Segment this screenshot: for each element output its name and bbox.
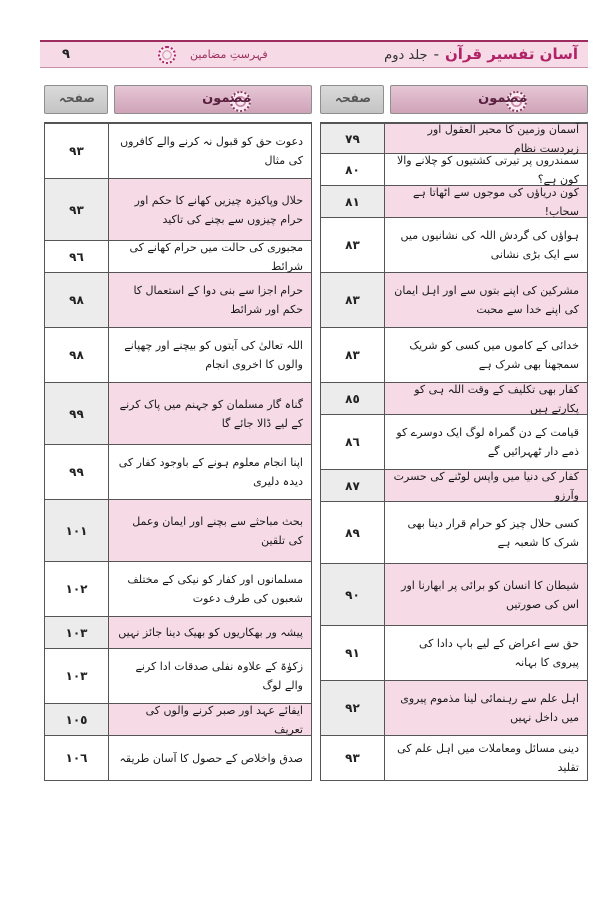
toc-entry — [320, 218, 588, 273]
entry-title: سمندروں پر تیرتی کشتیوں کو چلانے والا کون ہے؟ — [396, 153, 579, 186]
entry-page-number: ١٠٣ — [45, 649, 109, 703]
toc-entry — [44, 383, 312, 445]
entry-page-number: ١٠٦ — [45, 736, 109, 780]
entry-title: خدائی کے کاموں میں کسی کو شریک سمجھنا بھی شرک ہے — [409, 339, 579, 371]
entry-title: آسمان وزمین کا محیر العقول اور زبردست نظام — [385, 124, 587, 153]
toc-entry — [320, 383, 588, 415]
toc-entry — [320, 186, 588, 218]
entry-page-number: ٩٣ — [45, 179, 109, 240]
toc-entry — [320, 626, 588, 681]
entry-title: اہل علم سے رہنمائی لینا مذموم پیروی میں داخل نہیں — [385, 681, 587, 735]
toc-column-right — [320, 85, 588, 781]
toc-entry — [320, 154, 588, 186]
entry-title: اپنا انجام معلوم ہونے کے باوجود کفار کی دیدہ دلیری — [118, 456, 303, 488]
entry-page-number: ٨٠ — [321, 154, 385, 185]
entry-title: قیامت کے دن گمراہ لوگ ایک دوسرے کو ذمے دار ٹھہرائیں گے — [396, 426, 579, 458]
toc-table — [320, 122, 588, 781]
topic-header — [114, 85, 312, 114]
toc-entry — [44, 617, 312, 649]
entry-page-number: ١٠٣ — [45, 617, 109, 648]
toc-entry — [44, 649, 312, 704]
toc-entry — [44, 273, 312, 328]
entry-title: ہواؤں کی گردش اللہ کی نشانیوں میں سے ایک بڑی نشانی — [400, 229, 579, 261]
page-header-cell — [44, 85, 108, 114]
entry-page-number: ٨٩ — [321, 502, 385, 563]
column-header — [44, 85, 312, 114]
topic-header-label: مضمون — [202, 91, 251, 106]
entry-title: کسی حلال چیز کو حرام قرار دینا بھی شرک کا شعبہ ہے — [407, 516, 579, 549]
toc-entry — [320, 502, 588, 564]
entry-page-number: ٩٩ — [45, 383, 109, 444]
toc-entry — [44, 328, 312, 383]
toc-entry — [320, 328, 588, 383]
entry-page-number: ٨٣ — [321, 328, 385, 382]
entry-page-number: ٨١ — [321, 186, 385, 217]
entry-title: صدق واخلاص کے حصول کا آسان طریقہ — [119, 751, 303, 765]
entry-title: کفار کی دنیا میں واپس لوٹنے کی حسرت وآرزو — [385, 470, 587, 501]
entry-page-number: ٩١ — [321, 626, 385, 680]
entry-title: اللہ تعالیٰ کی آیتوں کو بیچنے اور چھپانے والوں کا اخروی انجام — [124, 339, 303, 371]
page-number: ٩ — [62, 47, 70, 62]
topic-header — [390, 85, 588, 114]
entry-page-number: ٨٣ — [321, 218, 385, 272]
entry-title: مجبوری کی حالت میں حرام کھانے کی شرائط — [129, 240, 303, 273]
entry-title: دعوت حق کو قبول نہ کرنے والے کافروں کی مثال — [120, 135, 303, 167]
page-header — [40, 40, 588, 68]
entry-title: مشرکین کی اپنے بتوں سے اور اہل ایمان کی اپنے خدا سے محبت — [385, 273, 587, 327]
entry-title: کفار بھی تکلیف کے وقت اللہ ہی کو پکارتے ہیں — [385, 383, 587, 414]
column-header — [320, 85, 588, 114]
header-separator: - — [433, 45, 439, 63]
entry-page-number: ٩٦ — [45, 241, 109, 272]
toc-entry — [320, 681, 588, 736]
rosette-icon — [158, 46, 176, 64]
entry-page-number: ٨٧ — [321, 470, 385, 501]
entry-title: کون دریاؤں کی موجوں سے اٹھاتا ہے سحاب! — [385, 186, 587, 217]
toc-entry — [320, 124, 588, 154]
toc-entry — [44, 241, 312, 273]
entry-title: حلال وپاکیزہ چیزیں کھانے کا حکم اور حرام چیزوں سے بچنے کی تاکید — [109, 179, 311, 240]
entry-title: شیطان کا انسان کو برائی پر ابھارنا اور اس کی صورتیں — [385, 564, 587, 625]
entry-page-number: ٩٨ — [45, 328, 109, 382]
entry-title: حق سے اعراض کے لیے باپ دادا کی پیروی کا بہانہ — [418, 637, 579, 669]
toc-entry — [320, 564, 588, 626]
toc-entry — [44, 736, 312, 781]
entry-title: دینی مسائل ومعاملات میں اہل علم کی تقلید — [397, 742, 579, 774]
entry-page-number: ٧٩ — [321, 124, 385, 153]
toc-entry — [44, 445, 312, 500]
entry-page-number: ٩٠ — [321, 564, 385, 625]
entry-page-number: ١٠٢ — [45, 562, 109, 616]
entry-page-number: ٩٨ — [45, 273, 109, 327]
volume-label: جلد دوم — [384, 48, 428, 63]
page-header-cell — [320, 85, 384, 114]
entry-page-number: ١٠٥ — [45, 704, 109, 735]
entry-title: ایفائے عہد اور صبر کرنے والوں کی تعریف — [109, 704, 311, 735]
entry-title: مسلمانوں اور کفار کو نیکی کے مختلف شعبوں کی طرف دعوت — [127, 573, 303, 605]
entry-page-number: ٨٣ — [321, 273, 385, 327]
toc-entry — [44, 179, 312, 241]
section-title: فہرستِ مضامین — [190, 48, 268, 61]
entry-title: بحث مباحثے سے بچنے اور ایمان وعمل کی تلقین — [109, 500, 311, 561]
page-header-label: صفحہ — [59, 91, 95, 105]
toc-table — [44, 122, 312, 781]
toc-entry — [44, 500, 312, 562]
topic-header-label: مضمون — [478, 91, 527, 106]
entry-title: گناہ گار مسلمان کو جہنم میں پاک کرنے کے لیے ڈالا جائے گا — [109, 383, 311, 444]
entry-title: حرام اجزا سے بنی دوا کے استعمال کا حکم اور شرائط — [109, 273, 311, 327]
entry-page-number: ٩٩ — [45, 445, 109, 499]
book-title: آسان تفسیر قرآن — [444, 45, 578, 63]
page-header-label: صفحہ — [335, 91, 371, 105]
entry-page-number: ١٠١ — [45, 500, 109, 561]
entry-page-number: ٩٣ — [321, 736, 385, 780]
toc-column-left — [44, 85, 312, 781]
entry-page-number: ٩٣ — [45, 124, 109, 178]
toc-entry — [44, 562, 312, 617]
toc-entry — [320, 415, 588, 470]
toc-entry — [320, 273, 588, 328]
entry-page-number: ٨٦ — [321, 415, 385, 469]
toc-entry — [44, 124, 312, 179]
header-title — [384, 45, 578, 63]
toc-entry — [320, 736, 588, 781]
entry-title: زکوٰۃ کے علاوہ نفلی صدقات ادا کرنے والے لوگ — [135, 660, 303, 692]
toc-entry — [320, 470, 588, 502]
toc-entry — [44, 704, 312, 736]
entry-title: پیشہ ور بھکاریوں کو بھیک دینا جائز نہیں — [109, 617, 311, 648]
entry-page-number: ٨٥ — [321, 383, 385, 414]
entry-page-number: ٩٢ — [321, 681, 385, 735]
